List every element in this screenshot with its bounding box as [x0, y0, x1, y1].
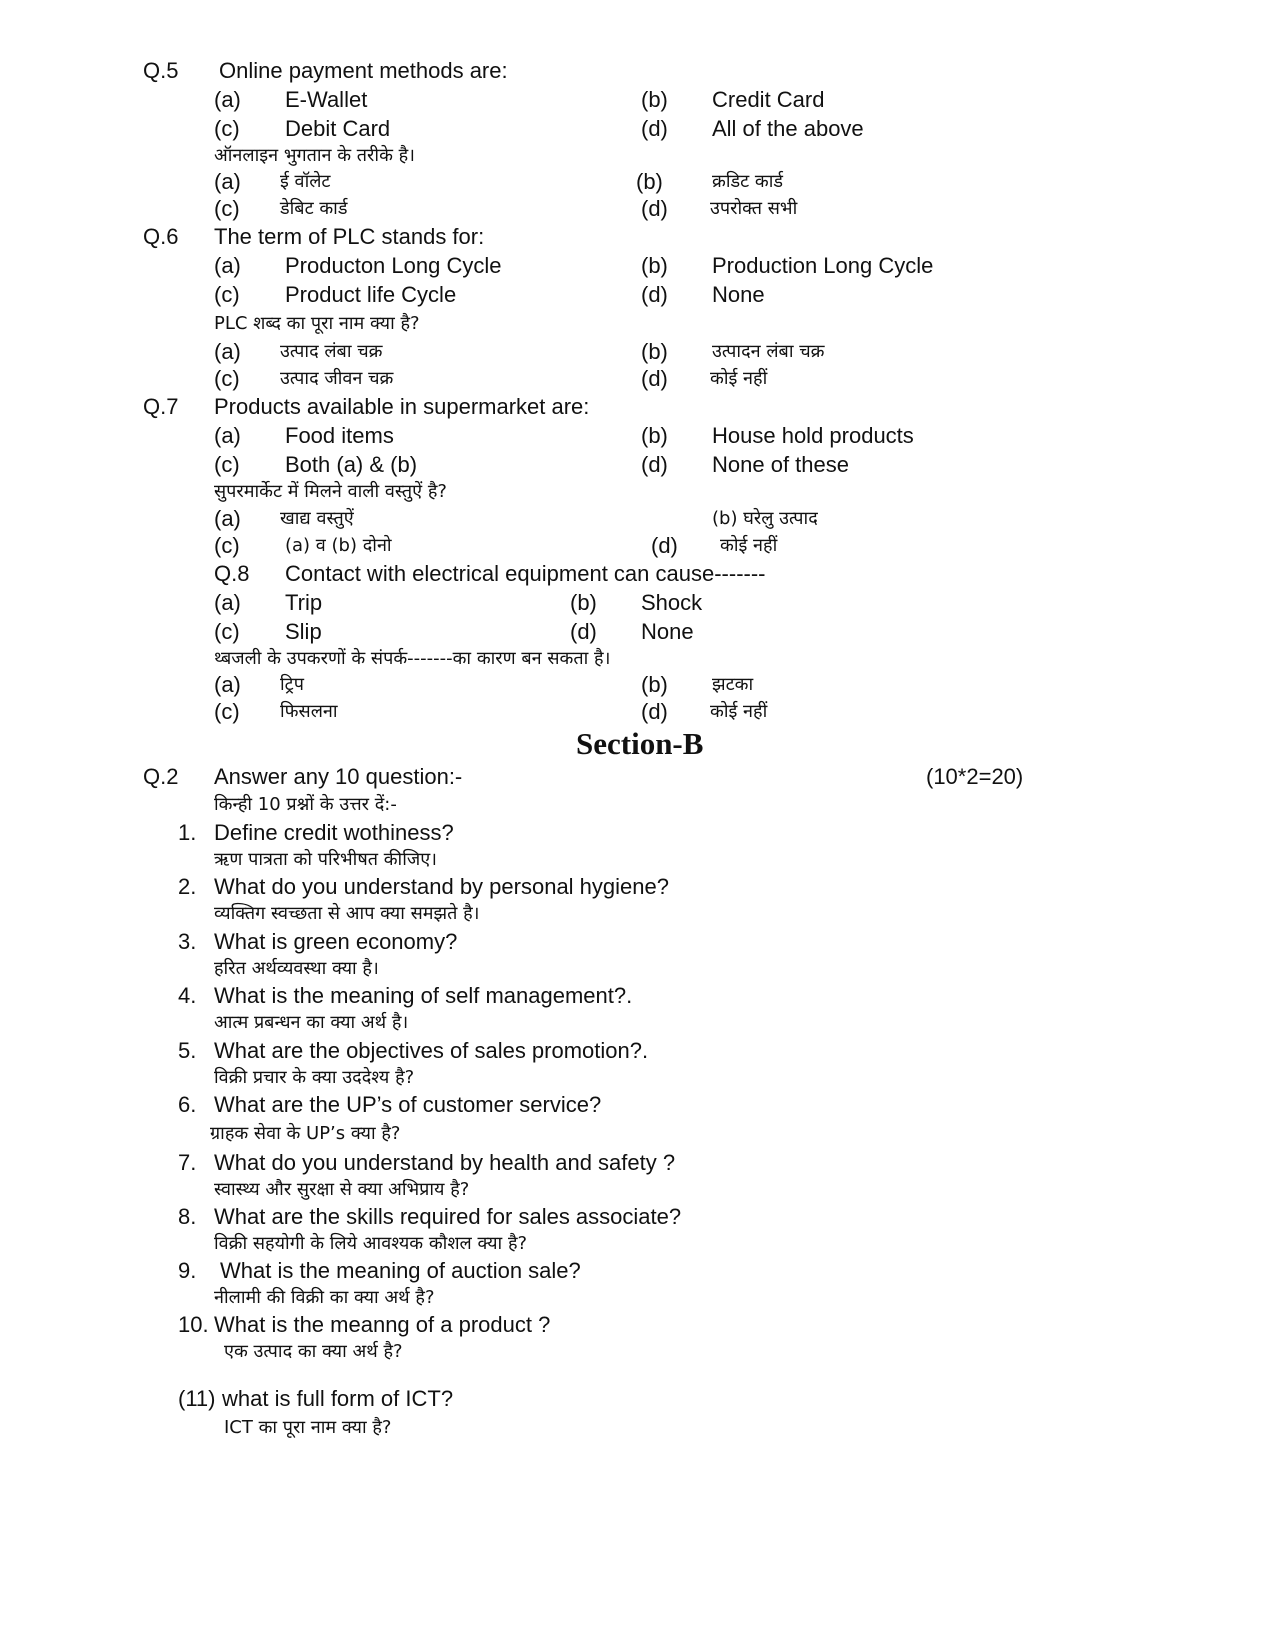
q6-number: Q.6	[143, 224, 179, 249]
q6-option-a-label: (a)	[214, 253, 241, 278]
q7-option-d-label: (d)	[641, 452, 668, 477]
q8-option-a-label: (a)	[214, 590, 241, 615]
q7-option-c-label: (c)	[214, 452, 240, 477]
q8-option-a: Trip	[285, 590, 323, 615]
item-question-hindi: हरित अर्थव्यवस्था क्या है।	[214, 958, 379, 979]
item-number: 6.	[178, 1092, 197, 1117]
item-number: 8.	[178, 1204, 197, 1229]
item-number: 5.	[178, 1038, 197, 1063]
q5-option-d-label: (d)	[641, 116, 668, 141]
q6-question: The term of PLC stands for:	[214, 224, 485, 249]
q7-hindi-a-label: (a)	[214, 506, 241, 531]
item-number: 1.	[178, 820, 197, 845]
q5-option-a-label: (a)	[214, 87, 241, 112]
q5-option-d: All of the above	[712, 116, 864, 141]
q7-question-hindi: सुपरमार्केट में मिलने वाली वस्तुऐं है?	[214, 481, 447, 502]
q7-hindi-option-b: (b) घरेलु उत्पाद	[712, 508, 818, 529]
q8-option-b: Shock	[641, 590, 703, 615]
q8-option-d: None	[641, 619, 694, 644]
q6-hindi-option-a: उत्पाद लंबा चक्र	[280, 341, 383, 362]
q7-question: Products available in supermarket are:	[214, 394, 590, 419]
item-number: 4.	[178, 983, 197, 1008]
q8-option-c: Slip	[285, 619, 322, 644]
q8-hindi-b-label: (b)	[641, 672, 668, 697]
item-question: What do you understand by health and safety ?	[214, 1150, 676, 1175]
q8-hindi-option-b: झटका	[712, 674, 754, 695]
item-question: What are the UP’s of customer service?	[214, 1092, 602, 1117]
q5-hindi-c-label: (c)	[214, 196, 240, 221]
item-question-hindi: ICT का पूरा नाम क्या है?	[224, 1417, 392, 1438]
q5-number: Q.5	[143, 58, 179, 83]
item-question-hindi: स्वास्थ्य और सुरक्षा से क्या अभिप्राय है?	[214, 1179, 470, 1200]
item-question: What are the skills required for sales associate?	[214, 1204, 682, 1229]
q5-option-c: Debit Card	[285, 116, 391, 141]
q6-hindi-b-label: (b)	[641, 339, 668, 364]
q8-option-c-label: (c)	[214, 619, 240, 644]
q6-option-c: Product life Cycle	[285, 282, 457, 307]
q7-option-b: House hold products	[712, 423, 914, 448]
section-b-instruction-hindi: किन्ही 10 प्रश्नों के उत्तर दें:-	[214, 794, 397, 815]
item-question: What is green economy?	[214, 929, 458, 954]
q7-hindi-option-d: कोई नहीं	[720, 535, 778, 556]
q5-option-b: Credit Card	[712, 87, 825, 112]
q6-hindi-c-label: (c)	[214, 366, 240, 391]
q8-hindi-a-label: (a)	[214, 672, 241, 697]
item-number: 2.	[178, 874, 197, 899]
item-number: (11)	[178, 1386, 216, 1411]
q7-option-a: Food items	[285, 423, 394, 448]
q6-hindi-option-c: उत्पाद जीवन चक्र	[280, 368, 394, 389]
q6-hindi-option-b: उत्पादन लंबा चक्र	[712, 341, 825, 362]
q6-question-hindi: PLC शब्द का पूरा नाम क्या है?	[214, 313, 420, 334]
q6-option-b: Production Long Cycle	[712, 253, 934, 278]
item-number: 10.	[178, 1312, 209, 1337]
item-question-hindi: ग्राहक सेवा के UP’s क्या है?	[210, 1123, 401, 1144]
q6-hindi-a-label: (a)	[214, 339, 241, 364]
item-question: What is the meaning of auction sale?	[220, 1258, 581, 1283]
q8-hindi-c-label: (c)	[214, 699, 240, 724]
q8-question-hindi: थ्बजली के उपकरणों के संपर्क-------का कारण बन सकता है।	[214, 648, 611, 669]
q5-hindi-option-b: क्रडिट कार्ड	[712, 171, 784, 192]
item-question: Define credit wothiness?	[214, 820, 454, 845]
q8-option-d-label: (d)	[570, 619, 597, 644]
q8-hindi-d-label: (d)	[641, 699, 668, 724]
q5-hindi-a-label: (a)	[214, 169, 241, 194]
q7-hindi-option-c: (a) व (b) दोनो	[285, 535, 392, 556]
q8-hindi-option-d: कोई नहीं	[710, 701, 768, 722]
q5-hindi-option-a: ई वॉलेट	[280, 171, 331, 192]
q5-option-b-label: (b)	[641, 87, 668, 112]
item-number: 3.	[178, 929, 197, 954]
item-question-hindi: ऋण पात्रता को परिभीषत कीजिए।	[214, 849, 437, 870]
q8-hindi-option-a: ट्रिप	[280, 674, 304, 695]
q7-hindi-option-a: खाद्य वस्तुऐं	[280, 508, 354, 529]
q6-hindi-option-d: कोई नहीं	[710, 368, 768, 389]
q5-hindi-option-c: डेबिट कार्ड	[280, 198, 348, 219]
item-number: 7.	[178, 1150, 197, 1175]
q5-option-a: E-Wallet	[285, 87, 368, 112]
q7-option-d: None of these	[712, 452, 849, 477]
q7-option-b-label: (b)	[641, 423, 668, 448]
q6-hindi-d-label: (d)	[641, 366, 668, 391]
q8-hindi-option-c: फिसलना	[280, 701, 338, 722]
section-b-question-number: Q.2	[143, 764, 179, 789]
q5-question: Online payment methods are:	[219, 58, 508, 83]
item-question-hindi: आत्म प्रबन्धन का क्या अर्थ है।	[214, 1012, 409, 1033]
section-b-instruction: Answer any 10 question:-	[214, 764, 463, 789]
item-question: What is the meaning of self management?.	[214, 983, 633, 1008]
item-question: What do you understand by personal hygiene?	[214, 874, 669, 899]
item-question: What is the meanng of a product ?	[214, 1312, 551, 1337]
q7-option-a-label: (a)	[214, 423, 241, 448]
q7-hindi-d-label: (d)	[651, 533, 678, 558]
item-question: what is full form of ICT?	[222, 1386, 454, 1411]
item-question-hindi: व्यक्तिग स्वच्छता से आप क्या समझते है।	[214, 903, 480, 924]
q6-option-d: None	[712, 282, 765, 307]
q7-option-c: Both (a) & (b)	[285, 452, 418, 477]
q7-number: Q.7	[143, 394, 179, 419]
q6-option-b-label: (b)	[641, 253, 668, 278]
item-question-hindi: विक्री प्रचार के क्या उददेश्य है?	[214, 1067, 415, 1088]
q5-option-c-label: (c)	[214, 116, 240, 141]
section-b-marks: (10*2=20)	[926, 764, 1024, 789]
item-question-hindi: विक्री सहयोगी के लिये आवश्यक कौशल क्या है?	[214, 1233, 528, 1254]
item-question-hindi: एक उत्पाद का क्या अर्थ है?	[224, 1341, 403, 1362]
q8-number: Q.8	[214, 561, 250, 586]
section-b-title: Section-B	[576, 726, 704, 761]
q7-hindi-c-label: (c)	[214, 533, 240, 558]
q5-question-hindi: ऑनलाइन भुगतान के तरीके है।	[214, 145, 415, 166]
q8-option-b-label: (b)	[570, 590, 597, 615]
q5-hindi-option-d: उपरोक्त सभी	[710, 198, 798, 219]
item-number: 9.	[178, 1258, 197, 1283]
q6-option-a: Producton Long Cycle	[285, 253, 502, 278]
q6-option-c-label: (c)	[214, 282, 240, 307]
q5-hindi-d-label: (d)	[641, 196, 668, 221]
item-question: What are the objectives of sales promotion?.	[214, 1038, 649, 1063]
q6-option-d-label: (d)	[641, 282, 668, 307]
q8-question: Contact with electrical equipment can cause-------	[285, 561, 766, 586]
item-question-hindi: नीलामी की विक्री का क्या अर्थ है?	[214, 1287, 435, 1308]
q5-hindi-b-label: (b)	[636, 169, 663, 194]
